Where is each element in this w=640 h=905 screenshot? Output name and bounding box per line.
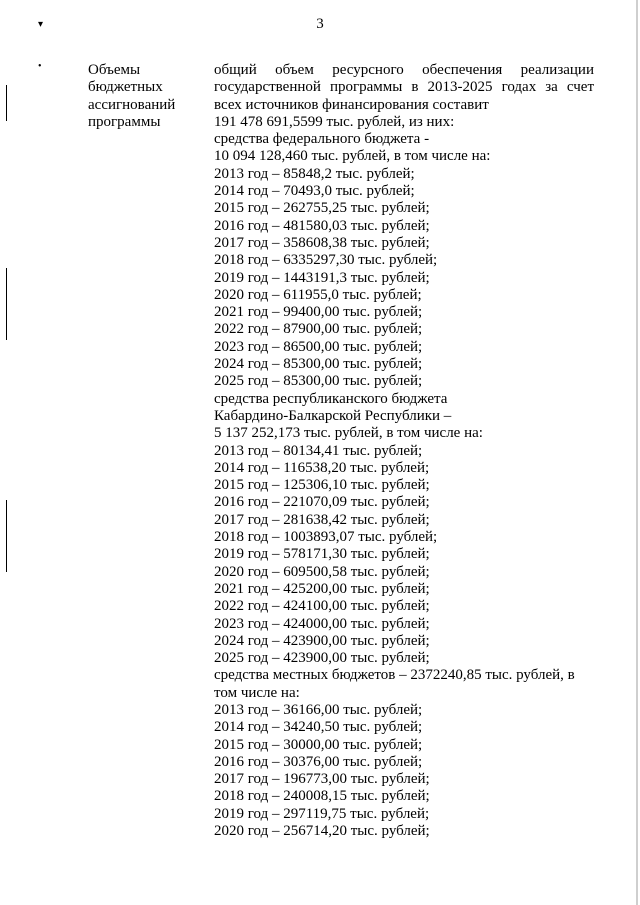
content-line: государственной программы в 2013-2025 годах за счет: [214, 79, 594, 96]
content-line: 2014 год – 70493,0 тыс. рублей;: [214, 183, 415, 200]
content-line: 2017 год – 358608,38 тыс. рублей;: [214, 234, 430, 251]
content-line: том числе на:: [214, 684, 300, 701]
content-line: 2015 год – 125306,10 тыс. рублей;: [214, 477, 430, 494]
content-line: 2016 год – 481580,03 тыс. рублей;: [214, 217, 430, 234]
content-line: всех источников финансирования составит: [214, 96, 489, 113]
content-line: 2018 год – 240008,15 тыс. рублей;: [214, 788, 430, 805]
content-line: 2016 год – 30376,00 тыс. рублей;: [214, 753, 423, 770]
content-line: 2020 год – 609500,58 тыс. рублей;: [214, 563, 430, 580]
content-line: 2013 год – 80134,41 тыс. рублей;: [214, 442, 423, 459]
content-line: 2022 год – 424100,00 тыс. рублей;: [214, 598, 430, 615]
section-label-line: программы: [88, 113, 161, 130]
content-line: 2014 год – 116538,20 тыс. рублей;: [214, 459, 430, 476]
content-line: 191 478 691,5599 тыс. рублей, из них:: [214, 113, 455, 130]
scan-mark: •: [38, 61, 42, 72]
content-line: 2015 год – 30000,00 тыс. рублей;: [214, 736, 423, 753]
content-line: 2024 год – 85300,00 тыс. рублей;: [214, 356, 423, 373]
content-line: 2025 год – 85300,00 тыс. рублей;: [214, 373, 423, 390]
content-line: 2016 год – 221070,09 тыс. рублей;: [214, 494, 430, 511]
content-line: средства федерального бюджета -: [214, 131, 430, 148]
content-line: 2017 год – 196773,00 тыс. рублей;: [214, 771, 430, 788]
content-line: 2025 год – 423900,00 тыс. рублей;: [214, 650, 430, 667]
content-line: средства местных бюджетов – 2372240,85 тыс. рублей, в: [214, 667, 575, 684]
scan-line: [6, 500, 7, 572]
content-line: 2013 год – 85848,2 тыс. рублей;: [214, 165, 415, 182]
content-line: 2019 год – 297119,75 тыс. рублей;: [214, 805, 430, 822]
content-line: 2020 год – 256714,20 тыс. рублей;: [214, 823, 430, 840]
content-line: средства республиканского бюджета: [214, 390, 448, 407]
content-line: 2019 год – 1443191,3 тыс. рублей;: [214, 269, 430, 286]
scan-mark: ▾: [38, 19, 44, 30]
page-number: 3: [316, 16, 324, 32]
section-label-line: бюджетных: [88, 79, 163, 96]
content-line: 5 137 252,173 тыс. рублей, в том числе на:: [214, 425, 483, 442]
content-line: 2018 год – 6335297,30 тыс. рублей;: [214, 252, 438, 269]
scan-line: [6, 268, 7, 340]
content-line: 2020 год – 611955,0 тыс. рублей;: [214, 286, 422, 303]
content-line: 2024 год – 423900,00 тыс. рублей;: [214, 632, 430, 649]
content-line: 10 094 128,460 тыс. рублей, в том числе на:: [214, 148, 491, 165]
content-line: 2022 год – 87900,00 тыс. рублей;: [214, 321, 423, 338]
content-line: 2015 год – 262755,25 тыс. рублей;: [214, 200, 430, 217]
section-label-line: Объемы: [88, 62, 141, 78]
scan-line: [636, 0, 638, 905]
content-line: 2023 год – 86500,00 тыс. рублей;: [214, 338, 423, 355]
content-line: 2013 год – 36166,00 тыс. рублей;: [214, 701, 423, 718]
scan-line: [6, 85, 7, 121]
content-line: 2017 год – 281638,42 тыс. рублей;: [214, 511, 430, 528]
section-label-line: ассигнований: [88, 96, 176, 113]
content-line: общий объем ресурсного обеспечения реализации: [214, 62, 594, 78]
content-line: 2021 год – 99400,00 тыс. рублей;: [214, 304, 423, 321]
budget-content: [214, 62, 594, 840]
content-line: 2019 год – 578171,30 тыс. рублей;: [214, 546, 430, 563]
content-line: Кабардино-Балкарской Республики –: [214, 407, 452, 424]
section-label: [88, 62, 206, 131]
content-line: 2014 год – 34240,50 тыс. рублей;: [214, 719, 423, 736]
content-line: 2023 год – 424000,00 тыс. рублей;: [214, 615, 430, 632]
content-line: 2021 год – 425200,00 тыс. рублей;: [214, 580, 430, 597]
content-line: 2018 год – 1003893,07 тыс. рублей;: [214, 529, 438, 546]
